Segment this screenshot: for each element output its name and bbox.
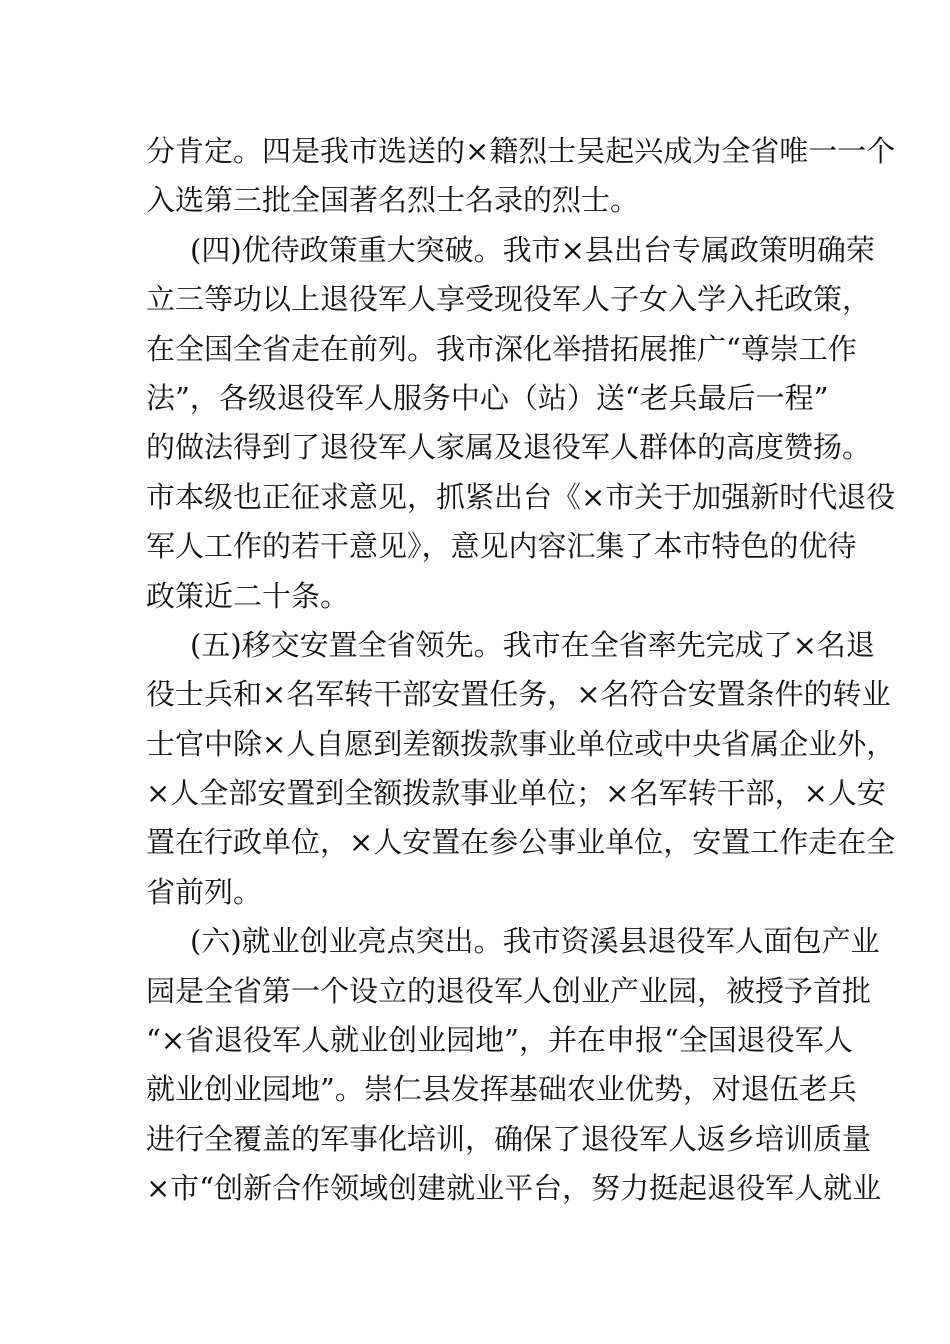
text-line: 进行全覆盖的军事化培训，确保了退役军人返乡培训质量 xyxy=(146,1121,872,1156)
text-line: ×人全部安置到全额拨款事业单位；×名军转干部，×人安 xyxy=(146,776,886,811)
text-line: 分肯定。四是我市选送的×籍烈士吴起兴成为全省唯一一个 xyxy=(146,134,896,168)
text-line: 园是全省第一个设立的退役军人创业产业园，被授予首批 xyxy=(146,973,872,1008)
text-line: 置在行政单位，×人安置在参公事业单位，安置工作走在全 xyxy=(146,825,896,860)
text-line: 入选第三批全国著名烈士名录的烈士。 xyxy=(146,183,640,218)
text-line: 省前列。 xyxy=(146,874,263,909)
text-line: 军人工作的若干意见》，意见内容汇集了本市特色的优待 xyxy=(146,529,857,564)
section-heading-line: (六)就业创业亮点突出。我市资溪县退役军人面包产业 xyxy=(190,924,880,959)
text-line: 市本级也正征求意见，抓紧出台《×市关于加强新时代退役 xyxy=(146,479,896,514)
text-line: 法”，各级退役军人服务中心（站）送“老兵最后一程” xyxy=(146,380,829,415)
text-line: 役士兵和×名军转干部安置任务，×名符合安置条件的转业 xyxy=(146,677,891,712)
text-line: 就业创业园地”。崇仁县发挥基础农业优势，对退伍老兵 xyxy=(146,1072,857,1107)
section-heading-line: (四)优待政策重大突破。我市×县出台专属政策明确荣 xyxy=(190,232,875,267)
section-heading-line: (五)移交安置全省领先。我市在全省率先完成了×名退 xyxy=(190,627,875,662)
text-line: 士官中除×人自愿到差额拨款事业单位或中央省属企业外， xyxy=(146,726,896,761)
document-body xyxy=(146,127,896,1214)
text-line: 的做法得到了退役军人家属及退役军人群体的高度赞扬。 xyxy=(146,430,872,465)
text-line: 立三等功以上退役军人享受现役军人子女入学入托政策， xyxy=(146,282,872,317)
text-line: 在全国全省走在前列。我市深化举措拓展推广“尊崇工作 xyxy=(146,331,857,366)
text-line: “×省退役军人就业创业园地”，并在申报“全国退役军人 xyxy=(146,1023,853,1058)
text-line: 政策近二十条。 xyxy=(146,578,350,613)
text-line: ×市“创新合作领域创建就业平台，努力挺起退役军人就业 xyxy=(146,1171,882,1206)
